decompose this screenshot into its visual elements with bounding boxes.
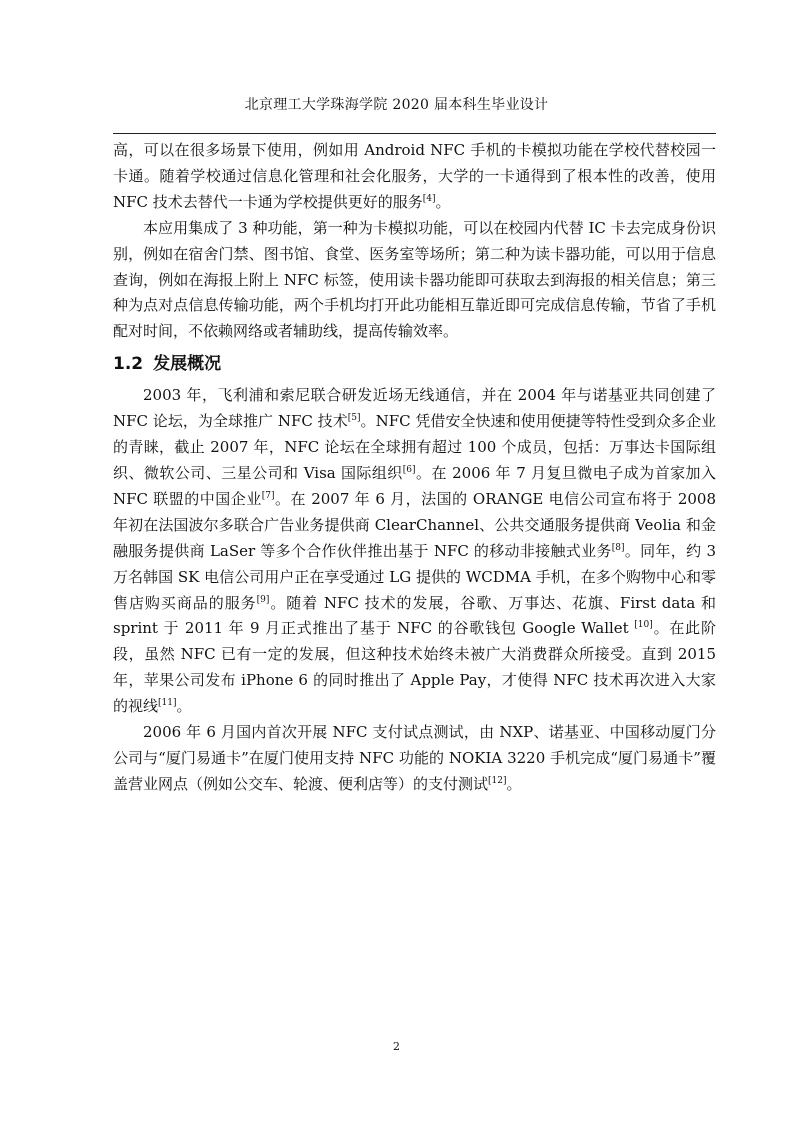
paragraph-text: 2003 年，飞利浦和索尼联合研发近场无线通信，并在 2004 年与诺基亚共同创建了 NFC 论坛，为全球推广 NFC 技术 (113, 386, 716, 431)
paragraph-text: 。NFC 凭借安全快速和使用便捷等特性受到众多企业的青睐，截止 2007 年，NFC 论坛在全球拥有超过 100 个成员，包括：万事达卡国际组织、微软公司、三星公司和 Visa 国际组织 (113, 412, 716, 482)
citation-ref: [4] (422, 193, 436, 204)
page-number: 2 (393, 1040, 400, 1053)
citation-ref: [10] (634, 620, 653, 631)
body-paragraph (113, 383, 716, 720)
citation-ref: [9] (256, 594, 270, 605)
citation-ref: [5] (347, 413, 361, 424)
paragraph-text: 2006 年 6 月国内首次开展 NFC 支付试点测试，由 NXP、诺基亚、中国移动厦门分公司与“厦门易通卡”在厦门使用支持 NFC 功能的 NOKIA 3220 手机完成“厦门易通卡”覆盖营业网点（例如公交车、轮渡、便利店等）的支付测试 (113, 723, 716, 793)
paragraphs-before-section (113, 138, 716, 345)
section-heading (113, 349, 716, 379)
document-body (113, 138, 716, 798)
paragraph-text: 高，可以在很多场景下使用，例如用 Android NFC 手机的卡模拟功能在学校代替校园一卡通。随着学校通过信息化管理和社会化服务，大学的一卡通得到了根本性的改善，使用 NFC 技术去替代一卡通为学校提供更好的服务 (113, 141, 716, 211)
citation-ref: [8] (611, 542, 625, 553)
paragraph-text: 。 (176, 697, 192, 716)
paragraph-text: 。 (435, 192, 451, 211)
section-number: 1.2 (113, 354, 144, 375)
header-divider (113, 133, 716, 134)
section-title: 发展概况 (153, 354, 222, 375)
paragraph-text: 。随着 NFC 技术的发展，谷歌、万事达、花旗、First data 和 sprint 于 2011 年 9 月正式推出了基于 NFC 的谷歌钱包 Google Wallet (113, 593, 716, 638)
citation-ref: [12] (488, 775, 507, 786)
body-paragraph (113, 216, 716, 346)
paragraph-text: 本应用集成了 3 种功能，第一种为卡模拟功能，可以在校园内代替 IC 卡去完成身份识别，例如在宿舍门禁、图书馆、食堂、医务室等场所；第二种为读卡器功能，可以用于信息查询，例如在海报上附上 NFC 标签，使用读卡器功能即可获取去到海报的相关信息；第三种为点对点信息传输功能，两个手机均打开此功能相互靠近即可完成信息传输，节省了手机配对时间，不依赖网络或者辅助线，提高传输效率。 (113, 218, 716, 341)
paragraph-text: 。在 2006 年 7 月复旦微电子成为首家加入 NFC 联盟的中国企业 (113, 463, 717, 508)
paragraph-text: 。同年，约 3 万名韩国 SK 电信公司用户正在享受通过 LG 提供的 WCDMA 手机，在多个购物中心和零售店购买商品的服务 (113, 541, 717, 612)
body-paragraph (113, 720, 716, 798)
paragraphs-after-section (113, 383, 716, 798)
paragraph-text: 。在 2007 年 6 月，法国的 ORANGE 电信公司宣布将于 2008 年初在法国波尔多联合广告业务提供商 ClearChannel、公共交通服务提供商 Veolia 和金融服务提供商 LaSer 等多个合作伙伴推出基于 NFC 的移动非接触式业务 (113, 489, 716, 560)
citation-ref: [6] (402, 464, 416, 475)
paragraph-text: 。在此阶段，虽然 NFC 已有一定的发展，但这种技术始终未被广大消费群众所接受。直到 2015 年，苹果公司发布 iPhone 6 的同时推出了 Apple Pay，才使得 NFC 技术再次进入大家的视线 (113, 619, 716, 716)
citation-ref: [7] (261, 490, 275, 501)
paragraph-text: 。 (506, 774, 522, 793)
citation-ref: [11] (158, 698, 177, 709)
body-paragraph (113, 138, 716, 216)
page-header-title: 北京理工大学珠海学院 2020 届本科生毕业设计 (244, 97, 549, 113)
